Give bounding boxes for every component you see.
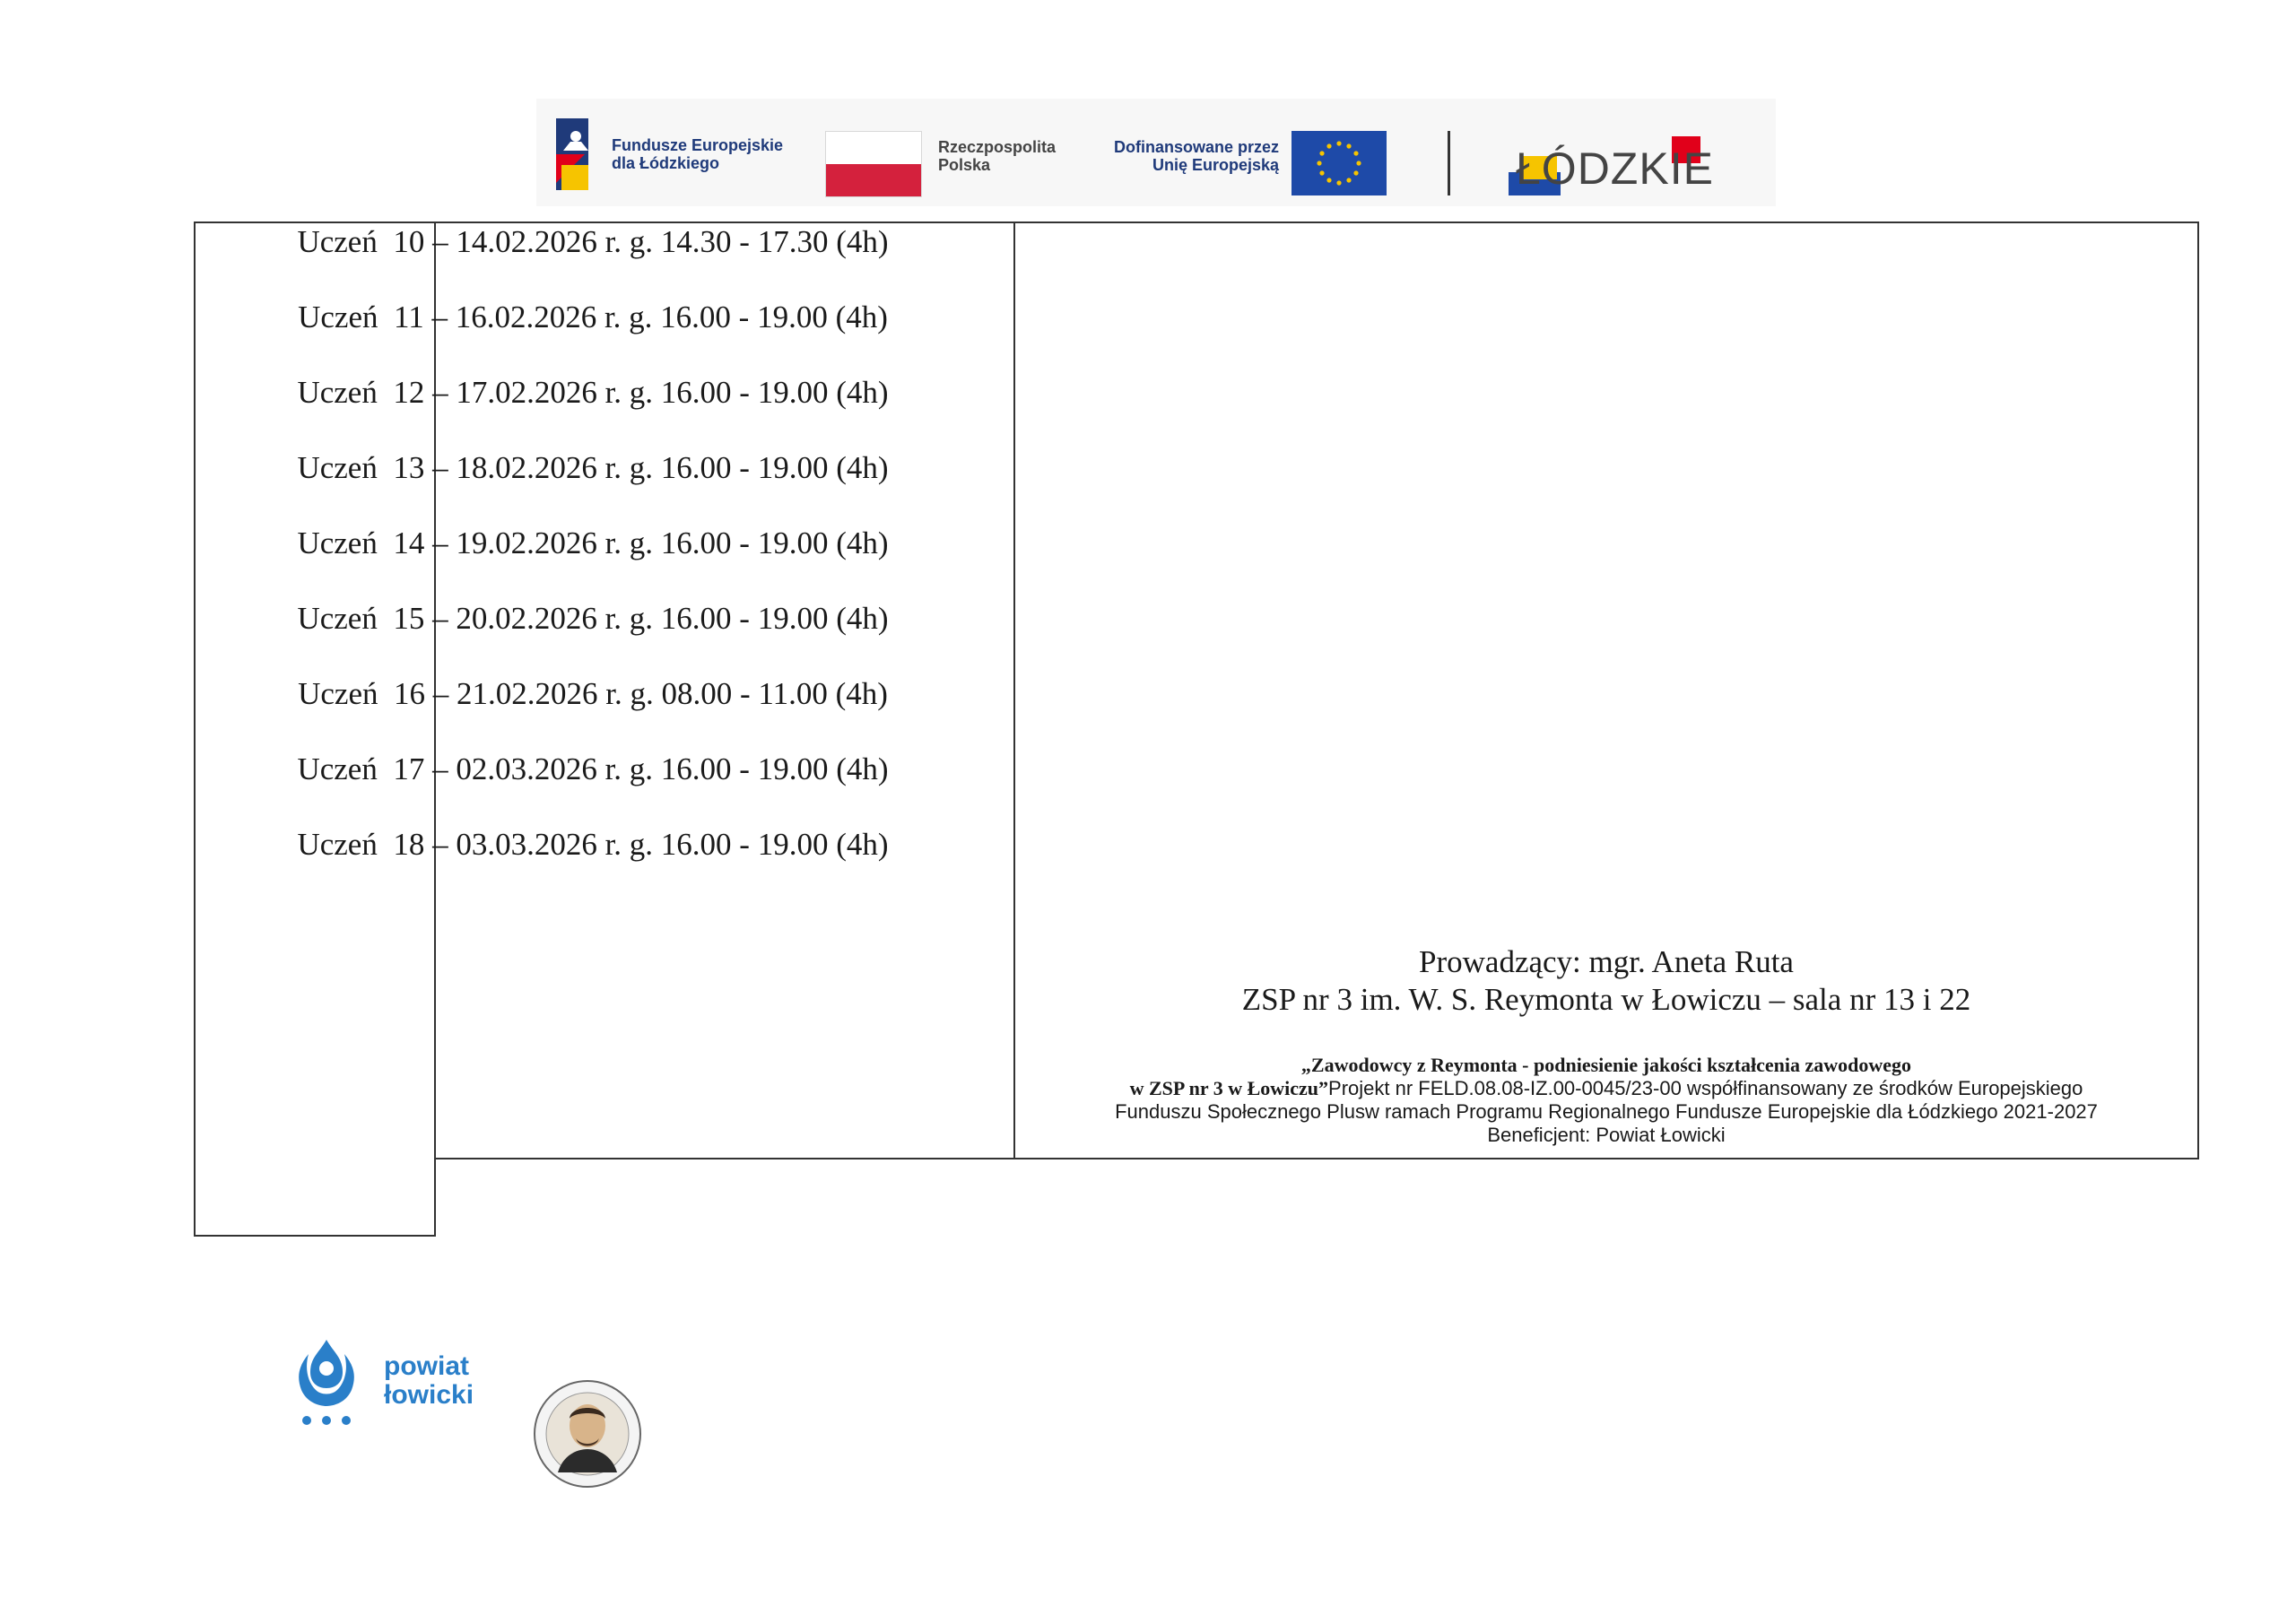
powiat-lowicki-logo-icon (292, 1336, 361, 1429)
project-number-text: Projekt nr FELD.08.08-IZ.00-0045/23-00 współfinansowany ze środków Europejskiego (1328, 1077, 2083, 1099)
schedule-line: Uczeń 18 – 03.03.2026 r. g. 16.00 - 19.00 (4h) (297, 827, 889, 862)
instructor-name: Prowadzący: mgr. Aneta Ruta (1419, 944, 1794, 979)
project-description-line4 (1013, 1125, 2199, 1146)
funding-logo-strip (536, 99, 1776, 206)
schedule-line: Uczeń 10 – 14.02.2026 r. g. 14.30 - 17.30 (4h) (297, 224, 889, 259)
poland-flag-icon (825, 131, 922, 197)
project-title (1013, 1055, 2199, 1076)
eu-cofinancing-text: Dofinansowane przez Unię Europejską (1113, 138, 1279, 174)
schedule-line: Uczeń 16 – 21.02.2026 r. g. 08.00 - 11.00 (4h) (298, 676, 888, 711)
project-description-line3 (1013, 1101, 2199, 1123)
beneficiary-text: Beneficjent: Powiat Łowicki (1487, 1124, 1726, 1146)
location: ZSP nr 3 im. W. S. Reymonta w Łowiczu – sala nr 13 i 22 (1241, 982, 1971, 1017)
rzeczpospolita-text: Rzeczpospolita Polska (938, 138, 1057, 174)
logo-divider (1448, 131, 1450, 195)
table-column-1 (194, 221, 436, 1237)
fundusze-europejskie-text: Fundusze Europejskie dla Łódzkiego (612, 136, 784, 172)
project-title-line1: „Zawodowcy z Reymonta - podniesienie jakości kształcenia zawodowego (1300, 1054, 1912, 1076)
project-funding-text: Funduszu Społecznego Plusw ramach Programu Regionalnego Fundusze Europejskie dla Łódzkiego 2021-2027 (1115, 1100, 2098, 1123)
school-reymont-seal-icon (533, 1379, 642, 1489)
schedule-line: Uczeń 11 – 16.02.2026 r. g. 16.00 - 19.00 (4h) (298, 300, 888, 334)
powiat-lowicki-text: powiat łowicki (384, 1351, 474, 1410)
schedule-line: Uczeń 17 – 02.03.2026 r. g. 16.00 - 19.00 (4h) (297, 751, 889, 786)
schedule-line: Uczeń 14 – 19.02.2026 r. g. 16.00 - 19.00 (4h) (297, 525, 889, 560)
schedule-line: Uczeń 13 – 18.02.2026 r. g. 16.00 - 19.00 (4h) (297, 450, 889, 485)
fundusze-europejskie-logo-icon (549, 115, 603, 194)
schedule-line: Uczeń 15 – 20.02.2026 r. g. 16.00 - 19.00 (4h) (297, 601, 889, 636)
eu-flag-icon (1292, 131, 1387, 195)
table-column-schedule (1013, 221, 2199, 1159)
schedule-line: Uczeń 12 – 17.02.2026 r. g. 16.00 - 19.00 (4h) (297, 375, 889, 410)
lodzkie-text: ŁÓDZKIE (1516, 143, 1714, 194)
project-title-line2: w ZSP nr 3 w Łowiczu” (1129, 1077, 1329, 1099)
project-description-line2 (1013, 1078, 2199, 1099)
